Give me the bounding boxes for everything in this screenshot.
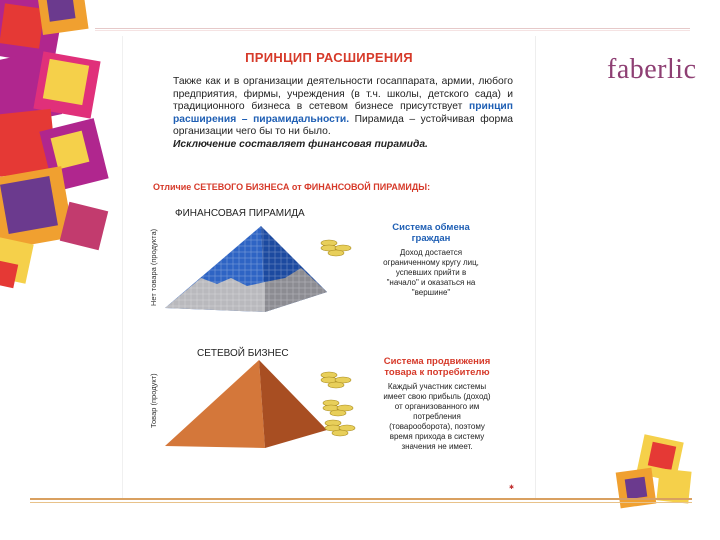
intro-text: Также как и в организации деятельности госаппарата, армии, любого предприятия, фирмы, учреждения (в т.ч. школы, детского сада) и традиционного бизнеса в сетевом бизнесе присутствует (173, 76, 513, 113)
coin-stack-icon (323, 417, 357, 444)
financial-side-text: Доход достается ограниченному кругу лиц, успевших прийти в "начало" и оказаться на "вершине" (383, 248, 479, 297)
exception-text: Исключение составляет финансовая пирамида. (173, 138, 428, 150)
pyramid-right-face (259, 360, 327, 448)
page-title: ПРИНЦИП РАСШИРЕНИЯ (245, 50, 413, 65)
bottom-divider-inner (30, 502, 692, 503)
decor-square (648, 442, 676, 470)
pyramid-text: Пирамида – устойчивая форма организации чего бы то ни было. (173, 113, 513, 138)
decor-square (0, 176, 58, 234)
decor-square (0, 3, 45, 48)
coin-stack-icon (319, 237, 353, 264)
top-divider (95, 28, 690, 29)
network-business-title: СЕТЕВОЙ БИЗНЕС (197, 348, 289, 359)
network-pyramid-figure (161, 356, 331, 452)
financial-side-title: Система обмена граждан (392, 222, 470, 244)
brand-logo: faberlic (607, 54, 697, 85)
coin-stack-icon (319, 369, 353, 396)
financial-axis-label: Нет товара (продукта) (149, 228, 158, 306)
network-side-text: Каждый участник системы имеет свою прибыль (доход) от организованного им потребления (товарооборота), поэтому время прихода в систему значения не имеет. (383, 382, 491, 451)
decor-square (60, 202, 108, 250)
comparison-heading: Отличие СЕТЕВОГО БИЗНЕСА от ФИНАНСОВОЙ ПИРАМИДЫ: (153, 182, 431, 192)
bottom-divider (30, 498, 692, 500)
decor-square (46, 0, 75, 22)
network-axis-label: Товар (продукт) (149, 373, 158, 428)
intro-paragraph (173, 76, 513, 152)
decor-square (43, 59, 89, 105)
highlight-text: принцип расширения – пирамидальности. (173, 101, 513, 125)
decor-square (0, 260, 18, 288)
pyramid-left-face (165, 360, 265, 448)
page-mark: ✱ (509, 485, 515, 491)
decor-square (625, 477, 648, 500)
financial-pyramid-title: ФИНАНСОВАЯ ПИРАМИДА (175, 208, 305, 219)
financial-pyramid-figure (161, 222, 331, 314)
top-divider-inner (95, 30, 690, 31)
document-page (122, 36, 536, 498)
network-side-title: Система продвижения товара к потребителю (383, 356, 491, 378)
